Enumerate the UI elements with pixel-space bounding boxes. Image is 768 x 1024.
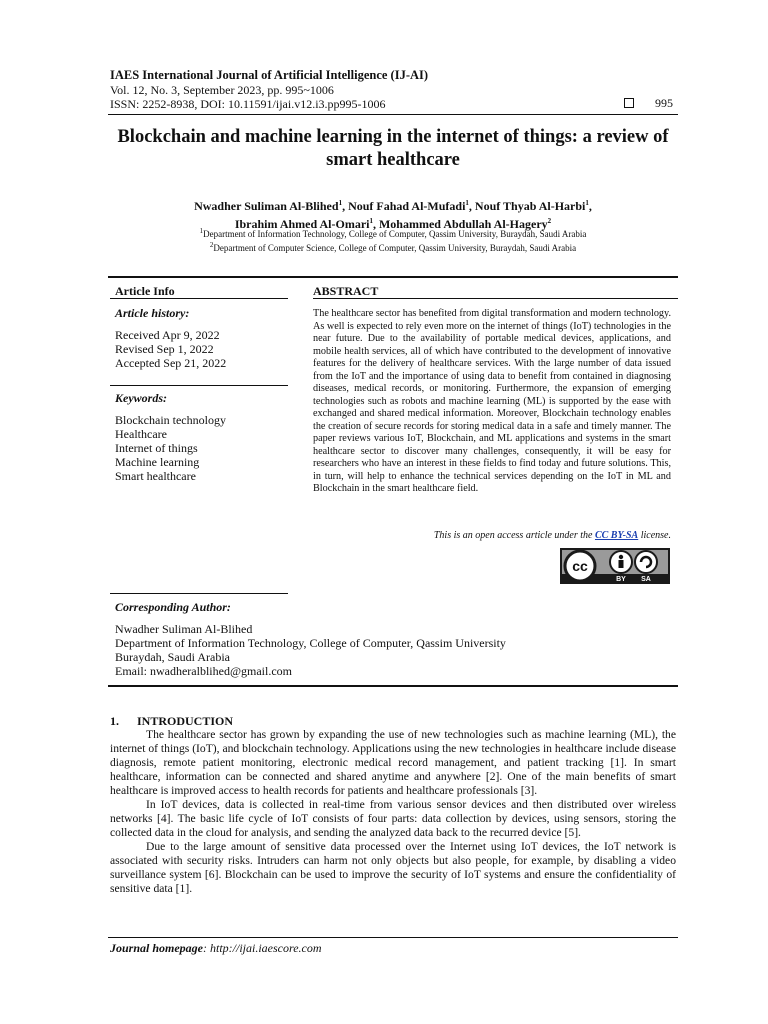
keywords-label: Keywords: — [115, 391, 167, 405]
homepage-url[interactable]: http://ijai.iaescore.com — [210, 941, 322, 955]
corresponding-location: Buraydah, Saudi Arabia — [115, 650, 230, 664]
intro-paragraph: Due to the large amount of sensitive data processed over the Internet using IoT devices, the IoT network is associated with security risks. Intruders can harm not only objects but also people, for example, by disabling a video surveillance system [6]. Blockchain can be used to improve the security of IoT systems and ensure the confidentiality of sensitive data [1]. — [110, 840, 676, 895]
author-name: Nouf Fahad Al-Mufadi — [348, 199, 466, 213]
author-sup: 1 — [465, 199, 469, 207]
author-sup: 1 — [369, 217, 373, 225]
affiliation-2 — [108, 240, 678, 254]
keyword-item: Blockchain technology — [115, 413, 226, 427]
section-number: 1. — [110, 714, 119, 728]
keyword-item: Internet of things — [115, 441, 198, 455]
cc-by-sa-badge-icon[interactable] — [560, 548, 670, 584]
share-alike-icon — [635, 551, 657, 573]
author-name: Nwadher Suliman Al-Blihed — [194, 199, 339, 213]
author-name: Nouf Thyab Al-Harbi — [474, 199, 586, 213]
section-heading: INTRODUCTION — [137, 714, 234, 728]
person-body — [619, 560, 624, 568]
received-date: Received Apr 9, 2022 — [115, 328, 220, 342]
journal-homepage: Journal homepage: http://ijai.iaescore.com — [110, 941, 322, 955]
keyword-item: Machine learning — [115, 455, 200, 469]
corresponding-label: Corresponding Author: — [115, 600, 231, 614]
introduction-body — [110, 728, 676, 896]
infobox-top-rule — [108, 276, 678, 278]
keywords-rule — [110, 593, 288, 594]
author-name: Ibrahim Ahmed Al-Omari — [234, 217, 370, 231]
square-icon — [624, 98, 634, 108]
open-access-note — [313, 530, 671, 541]
affiliation-text: Department of Computer Science, College of Computer, Qassim University, Buraydah, Saudi Arabia — [213, 243, 577, 253]
history-rule — [110, 385, 288, 386]
author-sep: , — [372, 217, 379, 231]
author-sep: , — [342, 199, 349, 213]
abstract-heading: ABSTRACT — [313, 284, 379, 298]
corresponding-department: Department of Information Technology, College of Computer, Qassim University — [115, 636, 506, 650]
corresponding-email: Email: nwadheralblihed@gmail.com — [115, 664, 292, 678]
article-info-heading: Article Info — [115, 284, 175, 298]
affiliation-sup: 1 — [199, 227, 204, 235]
author-name: Mohammed Abdullah Al-Hagery — [378, 217, 548, 231]
cc-mark: cc — [572, 558, 588, 574]
open-access-suffix: license. — [638, 530, 671, 541]
author-sup: 1 — [585, 199, 589, 207]
page-number: 995 — [655, 96, 673, 110]
corresponding-name: Nwadher Suliman Al-Blihed — [115, 622, 253, 636]
affiliations — [108, 226, 678, 254]
sa-label: SA — [641, 576, 651, 583]
author-sep: , — [468, 199, 475, 213]
author-sep: , — [588, 199, 592, 213]
author-sup: 1 — [338, 199, 343, 207]
keyword-item: Healthcare — [115, 427, 167, 441]
affiliation-1 — [108, 226, 678, 240]
paper-title: Blockchain and machine learning in the internet of things: a review of smart healthcare — [117, 127, 669, 170]
affiliation-text: Department of Information Technology, College of Computer, Qassim University, Buraydah, Saudi Arabia — [203, 229, 587, 239]
intro-paragraph: The healthcare sector has grown by expanding the use of new technologies such as machine learning (ML), the internet of things (IoT), and blockchain technology. Applications using the new technologies in healthcare include disease diagnosis, remote patient monitoring, electronic medical record management, and patient tracking [1]. In smart healthcare, information can be connected and shared anytime and anywhere [2]. One of the main benefits of smart healthcare is improved access to health records for patients and healthcare professionals [3]. — [110, 728, 676, 797]
homepage-label: Journal homepage — [110, 941, 204, 955]
author-line-1 — [108, 196, 678, 214]
issn-line: ISSN: 2252-8938, DOI: 10.11591/ijai.v12.i3.pp995-1006 — [110, 97, 386, 111]
open-access-prefix: This is an open access article under the — [433, 530, 595, 541]
footer-rule — [108, 937, 678, 938]
person-head — [619, 555, 623, 559]
header-rule — [108, 114, 678, 115]
author-sup: 2 — [547, 217, 552, 225]
abstract-text: The healthcare sector has benefited from digital transformation and modern technology. As well is expected to rely even more on the internet of things (IoT) technologies in the near future. Due to the availability of portable medical devices, applications, and mobile health services, all of which have contributed to the development of innovative features for the delivery of healthcare services. With the large number of data issued from the IoT and the importance of using data to benefit from contained in diagnosing diseases, medical records, or monitoring. Furthermore, the expansion of emerging technologies such as robots and machine learning (ML) is supported by the ease with exchanged and shared medical information. Moreover, Blockchain technology enables the creation of secure records for storing medical data in a safe and timely manner. The paper reviews various IoT, Blockchain, and ML applications and systems in the smart healthcare sector to discover many challenges, consequently, it will be easy for researchers who have an interest in these fields to find today and future solutions. This, in turn, will help to enhance the technical services depending on the IoT in ML and Blockchain in the smart healthcare field. — [313, 308, 671, 494]
infobox-bottom-rule — [108, 685, 678, 687]
keyword-item: Smart healthcare — [115, 469, 196, 483]
by-label: BY — [616, 576, 626, 583]
volume-line: Vol. 12, No. 3, September 2023, pp. 995~1006 — [110, 83, 334, 97]
accepted-date: Accepted Sep 21, 2022 — [115, 356, 227, 370]
journal-name: IAES International Journal of Artificial Intelligence (IJ-AI) — [110, 68, 429, 82]
intro-paragraph: In IoT devices, data is collected in real-time from various sensor devices and then distributed over wireless networks [4]. The basic life cycle of IoT consists of four parts: data collection by devices, using sensors, storing the collected data in the cloud for analysis, and sending the analyzed data back to the recurred device [5]. — [110, 798, 676, 839]
cc-by-sa-link[interactable]: CC BY-SA — [594, 530, 639, 541]
affiliation-sup: 2 — [209, 241, 214, 249]
history-label: Article history: — [115, 306, 190, 320]
revised-date: Revised Sep 1, 2022 — [115, 342, 214, 356]
